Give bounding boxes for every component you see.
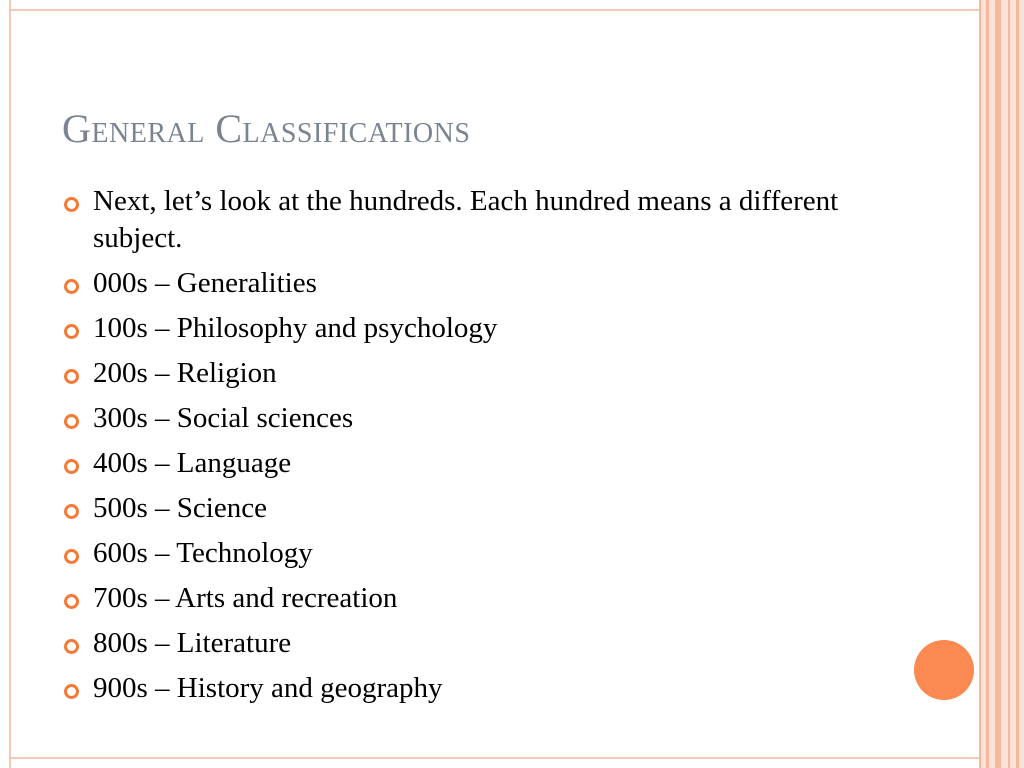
bullet-item — [62, 445, 862, 482]
decorative-stripe — [979, 0, 981, 768]
circle-bullet-icon — [64, 684, 79, 699]
circle-bullet-icon — [64, 414, 79, 429]
bullet-item — [62, 183, 862, 257]
circle-bullet-icon — [64, 639, 79, 654]
bullet-list — [62, 183, 862, 715]
bullet-text: 300s – Social sciences — [93, 402, 354, 434]
bullet-item — [62, 535, 862, 572]
bullet-item — [62, 580, 862, 617]
bullet-item — [62, 265, 862, 302]
circle-bullet-icon — [64, 279, 79, 294]
bullet-text: 100s – Philosophy and psychology — [93, 312, 498, 344]
bullet-item — [62, 400, 862, 437]
circle-bullet-icon — [64, 459, 79, 474]
circle-bullet-icon — [64, 197, 79, 212]
circle-bullet-icon — [64, 549, 79, 564]
frame-left-line — [9, 0, 11, 768]
bullet-item — [62, 310, 862, 347]
circle-bullet-icon — [64, 594, 79, 609]
circle-bullet-icon — [64, 324, 79, 339]
frame-top-line — [9, 9, 979, 11]
bullet-text: 700s – Arts and recreation — [93, 582, 398, 614]
bullet-text: 900s – History and geography — [93, 672, 443, 704]
decorative-stripe — [995, 0, 1001, 768]
bullet-text: 500s – Science — [93, 492, 267, 524]
bullet-item — [62, 490, 862, 527]
bullet-item — [62, 625, 862, 662]
bullet-text: Next, let’s look at the hundreds. Each hundred means a different subject. — [93, 185, 839, 254]
bullet-text: 600s – Technology — [93, 537, 313, 569]
decorative-stripe — [1008, 0, 1010, 768]
circle-bullet-icon — [64, 504, 79, 519]
bullet-item — [62, 670, 862, 707]
circle-bullet-icon — [64, 369, 79, 384]
slide-title: General Classifications — [62, 106, 471, 151]
bullet-text: 400s – Language — [93, 447, 292, 479]
decorative-stripe — [1016, 0, 1019, 768]
bullet-item — [62, 355, 862, 392]
bullet-text: 000s – Generalities — [93, 267, 317, 299]
bullet-text: 800s – Literature — [93, 627, 292, 659]
frame-bottom-line — [9, 757, 979, 759]
bullet-text: 200s – Religion — [93, 357, 277, 389]
decorative-stripe — [986, 0, 989, 768]
decorative-circle — [914, 640, 974, 700]
